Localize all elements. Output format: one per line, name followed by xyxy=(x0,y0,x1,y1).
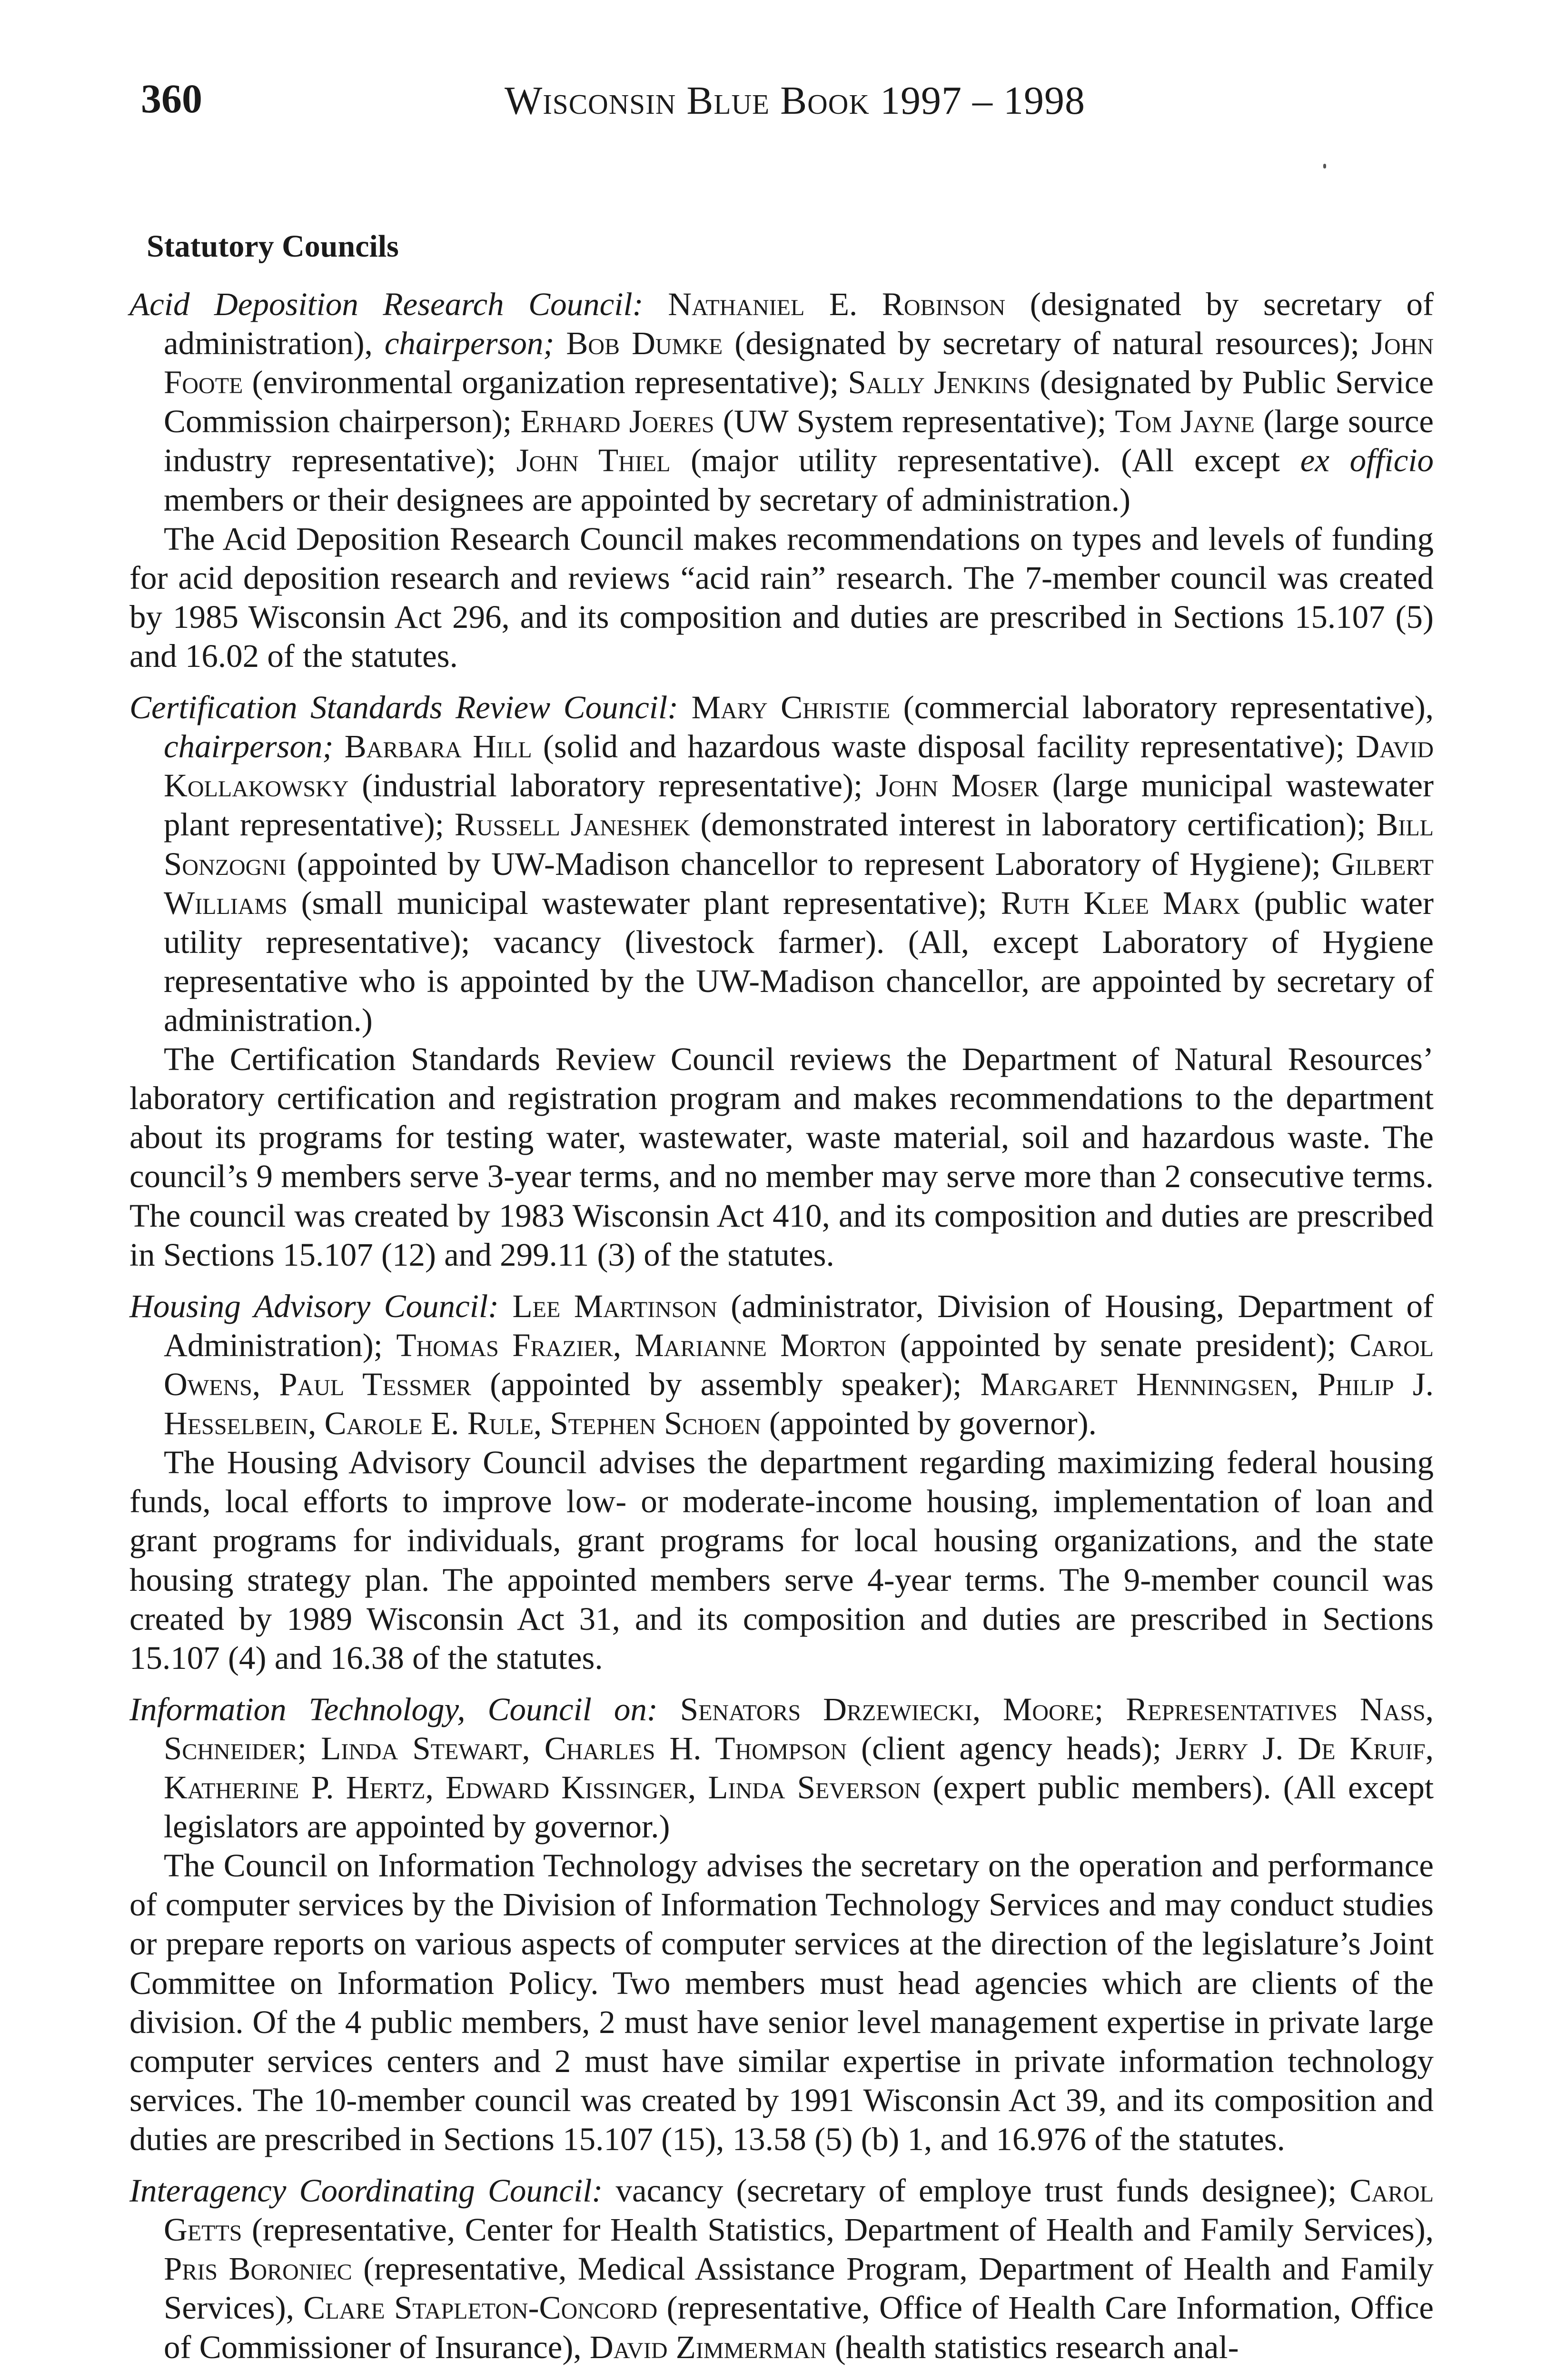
council-entry xyxy=(129,2171,1434,2367)
council-name: Information Technology, Council on: xyxy=(129,1691,658,1727)
member-role: (designated by Public Service Commission chairperson); xyxy=(164,364,1434,440)
council-members xyxy=(129,1287,1434,1443)
member-name: David Kollakowsky xyxy=(164,728,1434,804)
council-members xyxy=(129,688,1434,1040)
member-name: Russell Janeshek xyxy=(454,806,690,843)
member-name: Carol Owens, Paul Tessmer xyxy=(164,1327,1434,1402)
member-name: Pris Boroniec xyxy=(164,2251,352,2287)
council-description: The Housing Advisory Council advises the department regarding maximizing federal housing funds, local efforts to improve low- or moderate-income housing, implementation of loan and grant programs for individuals, grant programs for local housing organizations, and the state housing strategy plan. The appointed members serve 4-year terms. The 9-member council was created by 1989 Wisconsin Act 31, and its composition and duties are prescribed in Sections 15.107 (4) and 16.38 of the statutes. xyxy=(129,1444,1434,1676)
member-name: Mary Christie xyxy=(691,689,891,726)
member-name: Thomas Frazier, Marianne Morton xyxy=(396,1327,887,1363)
member-role: (solid and hazardous waste disposal facility representative); xyxy=(532,728,1356,765)
member-name: David Zimmerman xyxy=(589,2329,827,2365)
council-members xyxy=(129,2171,1434,2367)
member-role: (designated by secretary of natural resources); xyxy=(723,325,1372,362)
member-name: John Foote xyxy=(164,325,1434,401)
member-name: Tom Jayne xyxy=(1115,403,1255,440)
council-name: Certification Standards Review Council: xyxy=(129,689,679,726)
member-name: Barbara Hill xyxy=(344,728,532,765)
member-role: chairperson; xyxy=(164,728,345,765)
member-role: (appointed by senate president); xyxy=(886,1327,1350,1363)
member-name: John Moser xyxy=(875,767,1039,804)
member-name: Nathaniel E. Robinson xyxy=(668,286,1006,322)
member-role: (demonstrated interest in laboratory certification); xyxy=(690,806,1377,843)
member-role: (expert public members). (All except legislators are appointed by governor.) xyxy=(164,1769,1434,1845)
member-role: (large source industry representative); xyxy=(164,403,1434,479)
council-description: The Certification Standards Review Council reviews the Department of Natural Resources’ laboratory certification and registration program and makes recommendations to the department about its programs for testing water, wastewater, waste material, soil and hazardous waste. The council’s 9 members serve 3-year terms, and no member may serve more than 2 consecutive terms. The council was created by 1983 Wisconsin Act 410, and its composition and duties are prescribed in Sections 15.107 (12) and 299.11 (3) of the statutes. xyxy=(129,1041,1434,1273)
running-head: Wisconsin Blue Book 1997 – 1998 xyxy=(505,79,1085,123)
stray-mark xyxy=(1323,164,1326,169)
member-name: Bob Dumke xyxy=(566,325,723,362)
member-name: Carol Getts xyxy=(164,2172,1434,2248)
council-entries xyxy=(129,285,1434,2367)
member-role: (health statistics research anal- xyxy=(826,2329,1239,2365)
member-name: Sally Jenkins xyxy=(848,364,1031,401)
member-role: (administrator, Division of Housing, Department of Administration); xyxy=(164,1288,1434,1363)
member-role: (appointed by UW-Madison chancellor to represent Laboratory of Hygiene); xyxy=(286,845,1332,882)
member-name: Bill Sonzogni xyxy=(164,806,1434,882)
member-role: (public water utility representative); vacancy (livestock farmer). (All, except Laboratory of Hygiene representative who is appointed by the UW-Madison chancellor, are appointed by secretary of administration.) xyxy=(164,884,1434,1038)
member-role: (major utility representative). (All except xyxy=(670,442,1300,479)
member-role: chairperson; xyxy=(384,325,566,362)
member-role: (small municipal wastewater plant representative); xyxy=(287,884,1001,921)
member-role: (representative, Center for Health Statistics, Department of Health and Family Services), xyxy=(242,2211,1434,2248)
member-role: members or their designees are appointed by secretary of administration.) xyxy=(164,481,1130,518)
member-role: (representative, Medical Assistance Program, Department of Health and Family Services), xyxy=(164,2251,1434,2326)
council-description: The Acid Deposition Research Council makes recommendations on types and levels of funding for acid deposition research and reviews “acid rain” research. The 7-member council was created by 1985 Wisconsin Act 296, and its composition and duties are prescribed in Sections 15.107 (5) and 16.02 of the statutes. xyxy=(129,520,1434,674)
member-role: (UW System representative); xyxy=(714,403,1115,440)
member-role: (large municipal wastewater plant representative); xyxy=(164,767,1434,843)
member-role: (industrial laboratory representative); xyxy=(348,767,876,804)
council-name: Interagency Coordinating Council: xyxy=(129,2172,603,2209)
council-members xyxy=(129,285,1434,519)
member-role: ex officio xyxy=(1300,442,1434,479)
council-entry xyxy=(129,1287,1434,1677)
member-role: (representative, Office of Health Care Information, Office of Commissioner of Insurance), xyxy=(164,2290,1434,2365)
council-entry xyxy=(129,688,1434,1274)
member-name: Ruth Klee Marx xyxy=(1001,884,1240,921)
council-entry xyxy=(129,285,1434,675)
page-content xyxy=(129,228,1434,2367)
member-role: vacancy (secretary of employe trust funds designee); xyxy=(615,2172,1350,2209)
member-role: (appointed by assembly speaker); xyxy=(471,1366,981,1402)
section-title: Statutory Councils xyxy=(147,229,399,264)
council-description: The Council on Information Technology advises the secretary on the operation and performance of computer services by the Division of Information Technology Services and may conduct studies or prepare reports on various aspects of computer services at the direction of the legislature’s Joint Committee on Information Policy. Two members must head agencies which are clients of the division. Of the 4 public members, 2 must have senior level management expertise in private large computer services centers and 2 must have similar expertise in private information technology services. The 10-member council was created by 1991 Wisconsin Act 39, and its composition and duties are prescribed in Sections 15.107 (15), 13.58 (5) (b) 1, and 16.976 of the statutes. xyxy=(129,1847,1434,2158)
member-role: (designated by secretary of administration), xyxy=(164,286,1434,362)
member-name: Margaret Henningsen, Philip J. Hesselbein, Carole E. Rule, Stephen Schoen xyxy=(164,1366,1434,1442)
member-name: Senators Drzewiecki, Moore; Representatives Nass, Schneider; Linda Stewart, Charles H. Thompson xyxy=(164,1691,1434,1766)
member-role: (appointed by governor). xyxy=(761,1405,1097,1442)
member-name: Erhard Joeres xyxy=(520,403,714,440)
council-name: Acid Deposition Research Council: xyxy=(129,286,644,322)
member-role: (commercial laboratory representative), xyxy=(890,689,1434,726)
member-name: Lee Martinson xyxy=(512,1288,717,1324)
member-name: Jerry J. De Kruif, Katherine P. Hertz, Edward Kissinger, Linda Severson xyxy=(164,1730,1434,1806)
member-name: Clare Stapleton-Concord xyxy=(303,2290,658,2326)
member-name: John Thiel xyxy=(516,442,671,479)
page-number: 360 xyxy=(141,76,202,121)
member-role: (environmental organization representative); xyxy=(243,364,848,401)
member-role: (client agency heads); xyxy=(847,1730,1176,1766)
member-name: Gilbert Williams xyxy=(164,845,1434,921)
council-name: Housing Advisory Council: xyxy=(129,1288,499,1324)
council-entry xyxy=(129,1690,1434,2159)
council-members xyxy=(129,1690,1434,1846)
